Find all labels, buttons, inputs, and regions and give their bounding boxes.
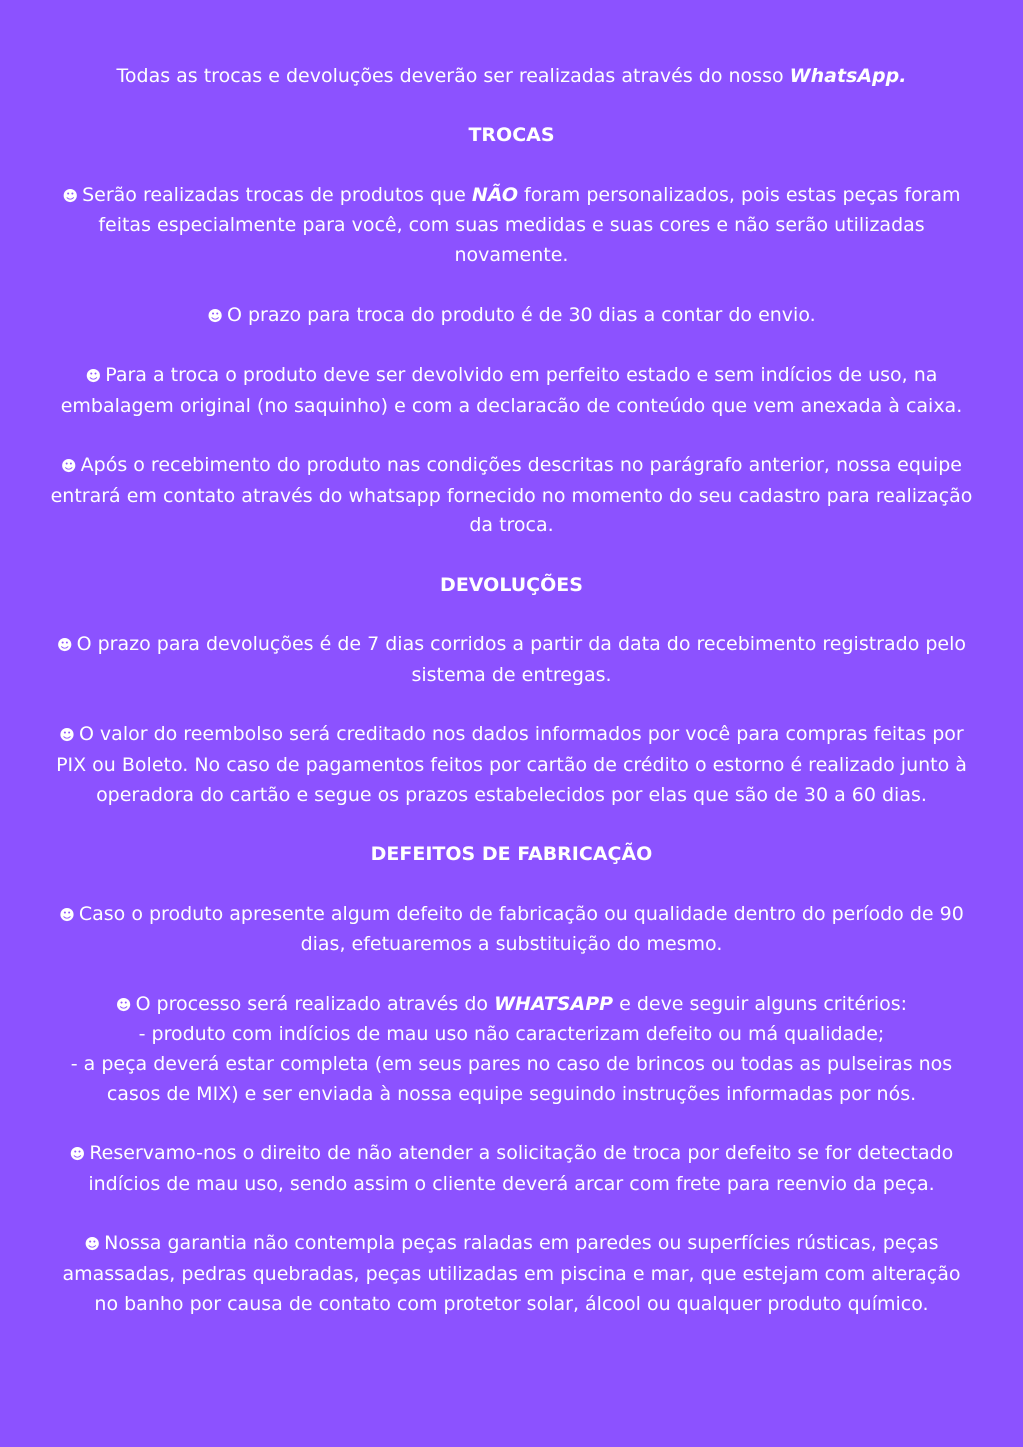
trocas-item-3 bbox=[50, 361, 973, 421]
devolucoes-item-2 bbox=[50, 720, 973, 810]
defeitos-item-2-criterion-1: - produto com indícios de mau uso não caracterizam defeito ou má qualidade; bbox=[138, 1023, 885, 1046]
trocas-item-1 bbox=[50, 181, 973, 271]
whatsapp-emphasis: WhatsApp. bbox=[789, 65, 907, 87]
smiley-icon: ☻ bbox=[62, 186, 79, 205]
intro-paragraph bbox=[50, 62, 973, 92]
smiley-icon: ☻ bbox=[85, 366, 102, 385]
devolucoes-item-2-text: O valor do reembolso será creditado nos dados informados por você para compras feitas por PIX ou Boleto. No caso de pagamentos feitos por cartão de crédito o estorno é realizado junto à operadora do cartão e segue os prazos estabelecidos por elas que são de 30 a 60 dias. bbox=[56, 723, 967, 806]
smiley-icon: ☻ bbox=[115, 995, 132, 1014]
devolucoes-item-1 bbox=[50, 630, 973, 690]
smiley-icon: ☻ bbox=[59, 905, 75, 924]
defeitos-item-2-criterion-2: - a peça deverá estar completa (em seus pares no caso de brincos ou todas as pulseiras nos casos de MIX) e ser enviada à nossa equipe seguindo instruções informadas por nós. bbox=[70, 1053, 953, 1105]
defeitos-item-2 bbox=[50, 990, 973, 1021]
section-heading-devolucoes: DEVOLUÇÕES bbox=[440, 573, 583, 596]
smiley-icon: ☻ bbox=[69, 1145, 86, 1164]
trocas-item-3-text: Para a troca o produto deve ser devolvido em perfeito estado e sem indícios de uso, na embalagem original (no saquinho) e com a declaracão de conteúdo que vem anexada à caixa. bbox=[60, 363, 963, 417]
trocas-item-2-text: O prazo para troca do produto é de 30 dias a contar do envio. bbox=[226, 303, 816, 326]
intro-text: Todas as trocas e devoluções deverão ser realizadas através do nosso bbox=[116, 65, 790, 87]
devolucoes-item-1-text: O prazo para devoluções é de 7 dias corridos a partir da data do recebimento registrado pelo sistema de entregas. bbox=[76, 633, 967, 686]
smiley-icon: ☻ bbox=[207, 306, 223, 325]
trocas-item-4 bbox=[50, 451, 973, 541]
defeitos-item-2-after: e deve seguir alguns critérios: bbox=[613, 992, 908, 1015]
defeitos-item-3 bbox=[50, 1139, 973, 1199]
smiley-icon: ☻ bbox=[61, 457, 77, 476]
smiley-icon: ☻ bbox=[59, 726, 75, 745]
trocas-item-4-text: Após o recebimento do produto nas condições descritas no parágrafo anterior, nossa equipe entrará em contato através do whatsapp fornecido no momento do seu cadastro para realização da troca. bbox=[50, 454, 973, 537]
defeitos-item-1 bbox=[50, 900, 973, 960]
defeitos-item-1-text: Caso o produto apresente algum defeito de fabricação ou qualidade dentro do período de 90 dias, efetuaremos a substituição do mesmo. bbox=[78, 902, 964, 956]
smiley-icon: ☻ bbox=[56, 636, 73, 655]
trocas-item-1-after: foram personalizados, pois estas peças foram feitas especialmente para você, com suas medidas e suas cores e não serão utilizadas novamente. bbox=[98, 183, 961, 267]
section-heading-trocas: TROCAS bbox=[468, 124, 555, 147]
defeitos-item-4 bbox=[50, 1229, 973, 1319]
nao-emphasis: NÃO bbox=[471, 183, 518, 206]
defeitos-item-4-text: Nossa garantia não contempla peças raladas em paredes ou superfícies rústicas, peças amassadas, pedras quebradas, peças utilizadas em piscina e mar, que estejam com alteração no banho por causa de contato com protetor solar, álcool ou qualquer produto químico. bbox=[62, 1232, 961, 1315]
trocas-item-2 bbox=[50, 301, 973, 332]
whatsapp-caps-emphasis: WHATSAPP bbox=[494, 992, 614, 1015]
smiley-icon: ☻ bbox=[84, 1235, 101, 1254]
defeitos-item-2-before: O processo será realizado através do bbox=[135, 992, 495, 1015]
trocas-item-1-before: Serão realizadas trocas de produtos que bbox=[82, 183, 472, 206]
section-heading-defeitos: DEFEITOS DE FABRICAÇÃO bbox=[370, 843, 653, 866]
defeitos-item-3-text: Reservamo-nos o direito de não atender a solicitação de troca por defeito se for detectado indícios de mau uso, sendo assim o cliente deverá arcar com frete para reenvio da peça. bbox=[88, 1142, 954, 1195]
